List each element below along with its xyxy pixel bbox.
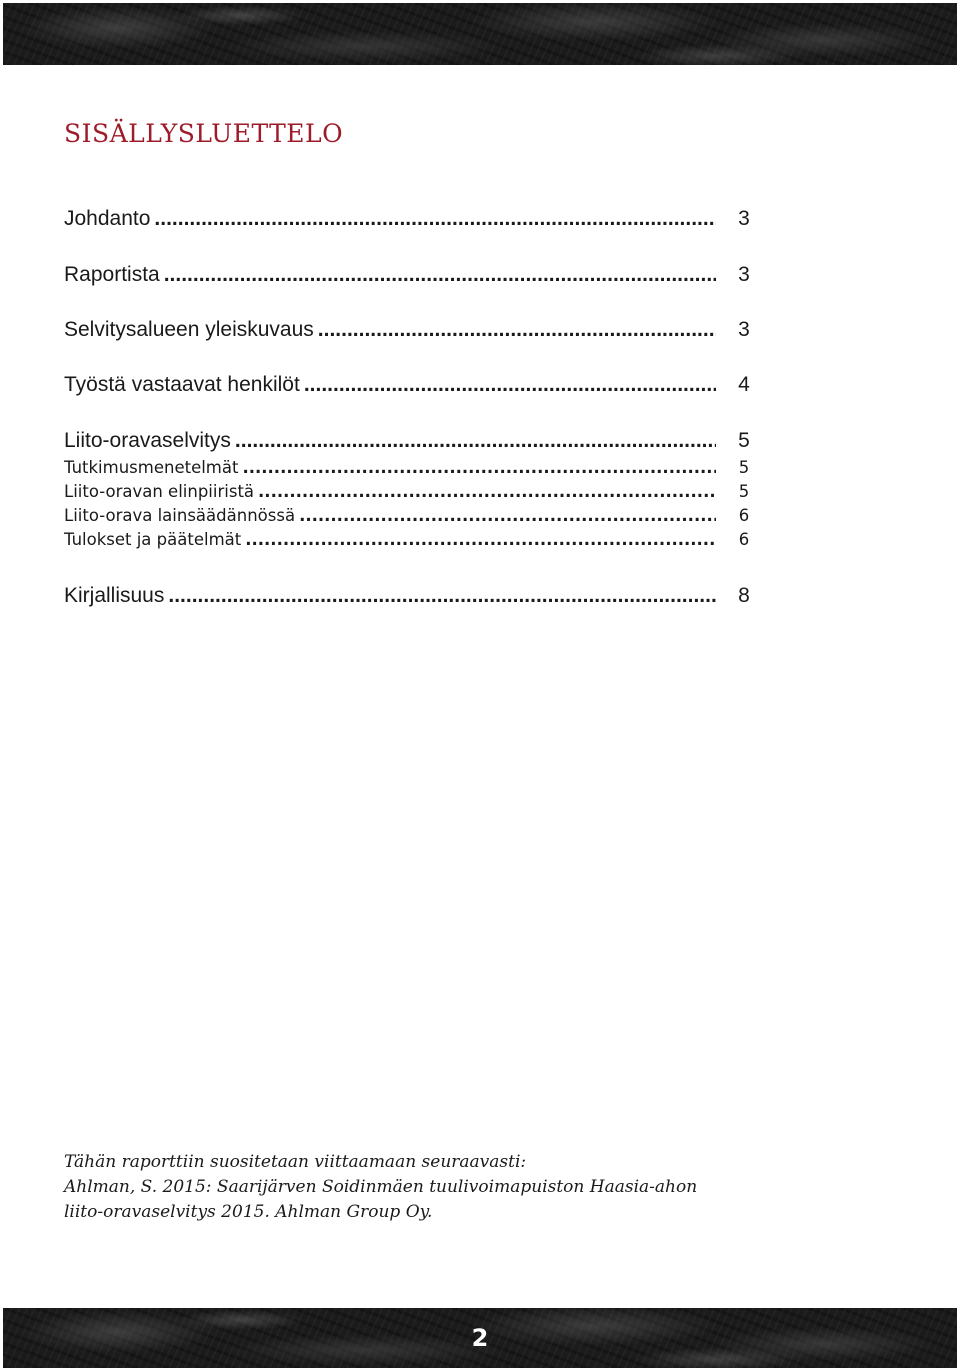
dot-leader	[164, 261, 716, 289]
toc-entry-page: 4	[738, 373, 750, 396]
toc-entry-page: 3	[738, 318, 750, 341]
toc-entry-liito-oravaselvitys[interactable]	[64, 427, 752, 455]
toc-entry-label: Liito-orava lainsäädännössä	[64, 506, 296, 525]
toc-entry-page: 8	[738, 584, 750, 607]
toc-entry-tutkimusmenetelmat[interactable]	[64, 457, 752, 479]
toc-entry-label: Tutkimusmenetelmät	[64, 458, 239, 477]
dot-leader	[242, 457, 716, 479]
toc-entry-tulokset-ja-paatelmat[interactable]	[64, 529, 752, 551]
header-texture-band	[3, 3, 957, 65]
citation-line-reference: Ahlman, S. 2015: Saarijärven Soidinmäen tuulivoimapuiston Haasia-ahon	[64, 1177, 698, 1197]
citation-line-reference-cont: liito-oravaselvitys 2015. Ahlman Group Oy.	[64, 1202, 433, 1222]
dot-leader	[235, 427, 716, 455]
toc-entry-page: 5	[738, 482, 750, 501]
toc-entry-page: 5	[738, 429, 750, 452]
page-number: 2	[471, 1324, 489, 1352]
toc-entry-liito-oravan-elinpiirista[interactable]	[64, 481, 752, 503]
toc-entry-label: Liito-oravaselvitys	[64, 429, 231, 452]
toc-entry-label: Selvitysalueen yleiskuvaus	[64, 318, 314, 341]
toc-entry-label: Johdanto	[64, 207, 151, 230]
toc-heading: SISÄLLYSLUETTELO	[64, 119, 344, 148]
toc-entry-raportista[interactable]	[64, 261, 752, 289]
dot-leader	[258, 481, 716, 503]
dot-leader	[299, 505, 716, 527]
dot-leader	[168, 582, 716, 610]
toc-entry-page: 5	[738, 458, 750, 477]
toc-entry-page: 6	[738, 506, 750, 525]
toc-entry-label: Kirjallisuus	[64, 584, 165, 607]
toc-entry-johdanto[interactable]	[64, 205, 752, 233]
toc-entry-kirjallisuus[interactable]	[64, 582, 752, 610]
toc-entry-liito-orava-lainsaadannossa[interactable]	[64, 505, 752, 527]
toc-entry-tyosta-vastaavat-henkilot[interactable]	[64, 371, 752, 399]
dot-leader	[245, 529, 716, 551]
toc-entry-page: 3	[738, 263, 750, 286]
dot-leader	[154, 205, 716, 233]
citation-line-intro: Tähän raporttiin suositetaan viittaamaan seuraavasti:	[64, 1152, 527, 1172]
toc-entry-page: 6	[738, 530, 750, 549]
toc-entry-label: Liito-oravan elinpiiristä	[64, 482, 255, 501]
dot-leader	[304, 371, 716, 399]
toc-entry-page: 3	[738, 207, 750, 230]
toc-entry-selvitysalueen-yleiskuvaus[interactable]	[64, 316, 752, 344]
dot-leader	[318, 316, 716, 344]
citation-note	[64, 1150, 884, 1225]
toc-entry-label: Työstä vastaavat henkilöt	[64, 373, 300, 396]
toc-entry-label: Tulokset ja päätelmät	[64, 530, 242, 549]
toc-entry-label: Raportista	[64, 263, 160, 286]
